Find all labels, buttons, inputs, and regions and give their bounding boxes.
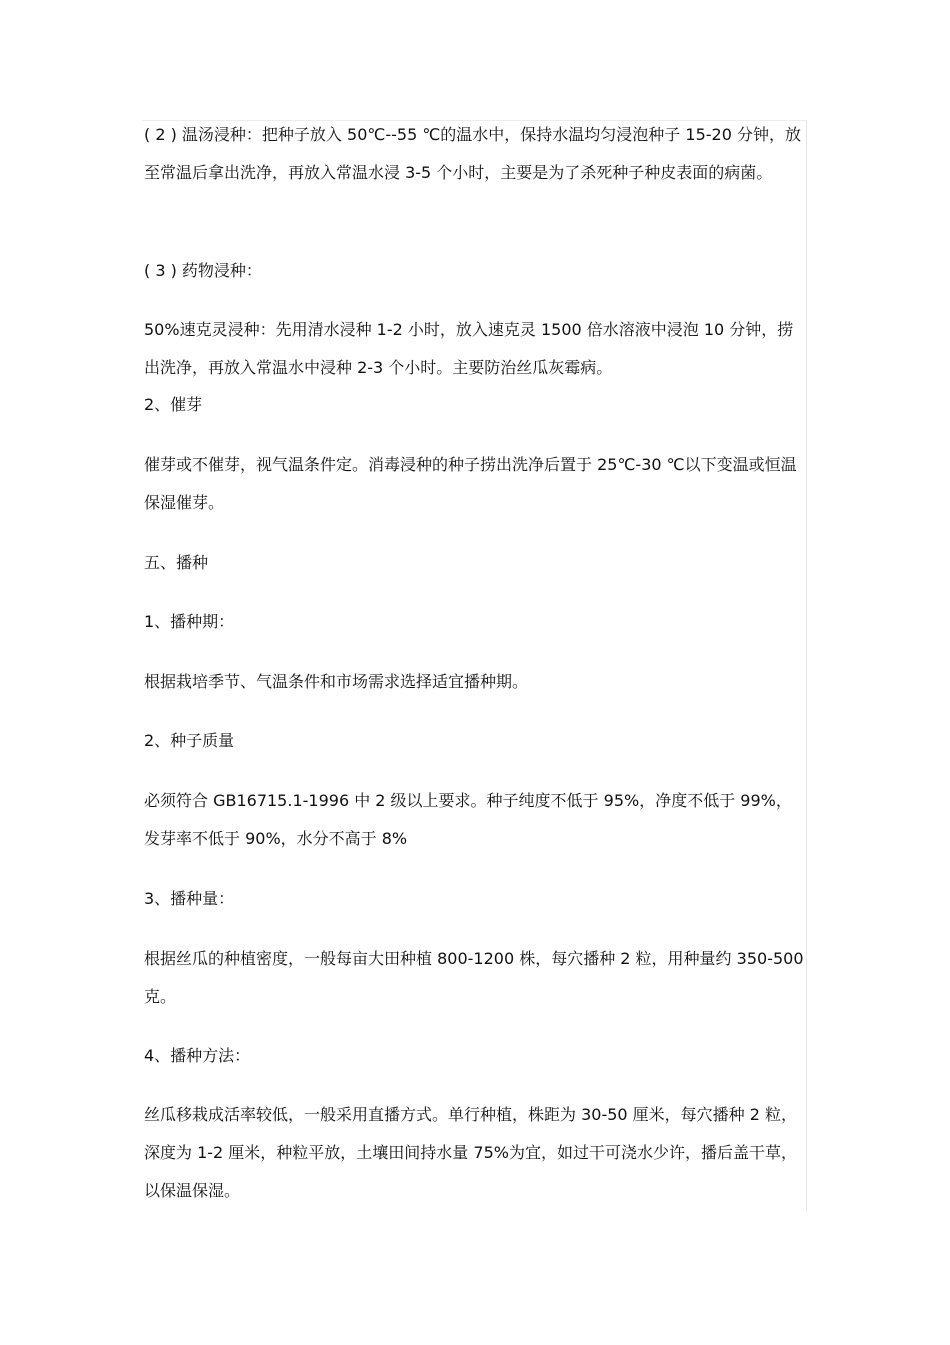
paragraph-sowing-period: 根据栽培季节、气温条件和市场需求选择适宜播种期。 xyxy=(144,672,529,691)
heading-seeding-rate: 3、播种量： xyxy=(144,889,235,908)
paragraph-chemical-soak-heading: ( 3 ) 药物浸种： xyxy=(144,261,262,280)
heading-sowing: 五、播种 xyxy=(144,553,209,572)
paragraph-sowing-method: 丝瓜移栽成活率较低，一般采用直播方式。单行种植，株距为 30-50 厘米，每穴播种 2 粒，深度为 1-2 厘米，种粒平放，土壤田间持水量 75%为宜，如过干可浇水少许，播后盖干草，以保温保湿。 xyxy=(144,1105,798,1200)
heading-sowing-period: 1、播种期： xyxy=(144,612,235,631)
paragraph-germination: 催芽或不催芽，视气温条件定。消毒浸种的种子捞出洗净后置于 25℃-30 ℃以下变温或恒温保湿催芽。 xyxy=(144,455,797,512)
heading-germination: 2、催芽 xyxy=(144,395,203,414)
heading-sowing-method: 4、播种方法： xyxy=(144,1046,251,1065)
paragraph-warm-water-soak: ( 2 ) 温汤浸种：把种子放入 50℃--55 ℃的温水中，保持水温均匀浸泡种子 15-20 分钟，放至常温后拿出洗净，再放入常温水浸 3-5 个小时，主要是为了杀死种子种皮表面的病菌。 xyxy=(144,125,801,182)
paragraph-seeding-rate: 根据丝瓜的种植密度，一般每亩大田种植 800-1200 株，每穴播种 2 粒，用种量约 350-500 克。 xyxy=(144,949,804,1006)
paragraph-sukeling-soak: 50%速克灵浸种：先用清水浸种 1-2 小时，放入速克灵 1500 倍水溶液中浸泡 10 分钟，捞出洗净，再放入常温水中浸种 2-3 个小时。主要防治丝瓜灰霉病。 xyxy=(144,320,794,377)
heading-seed-quality: 2、种子质量 xyxy=(144,731,235,750)
paragraph-seed-quality: 必须符合 GB16715.1-1996 中 2 级以上要求。种子纯度不低于 95%，净度不低于 99%，发芽率不低于 90%，水分不高于 8% xyxy=(144,791,792,848)
